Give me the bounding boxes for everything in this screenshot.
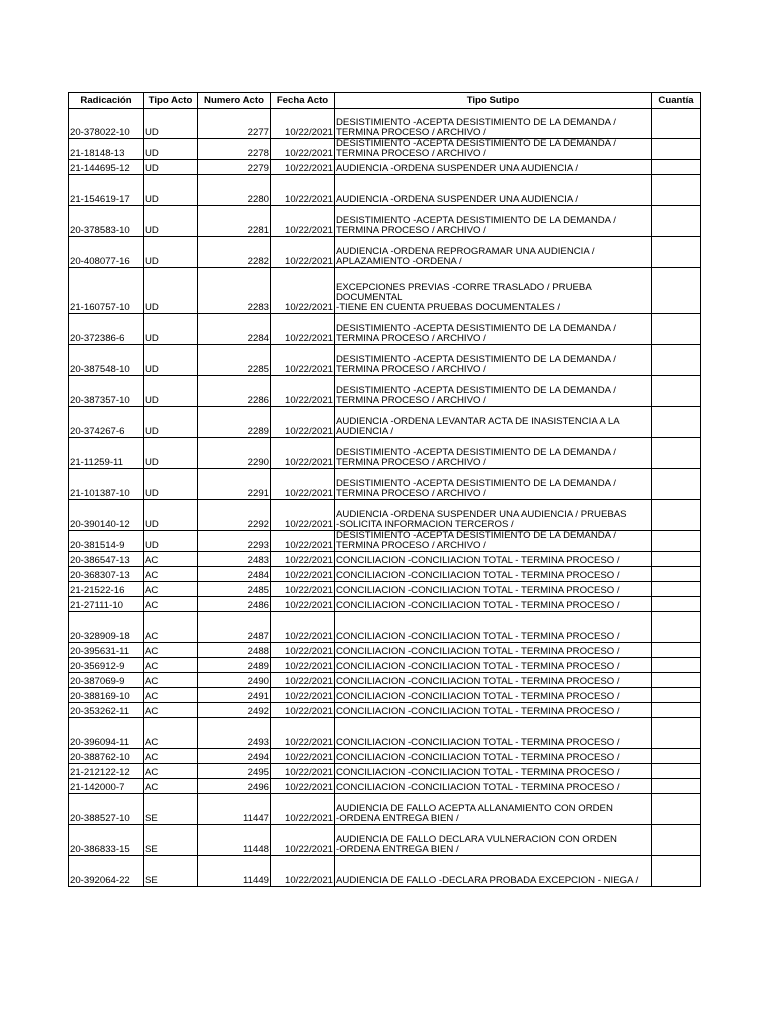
cell-fecha-acto: 10/22/2021: [271, 749, 335, 764]
cell-fecha-acto: 10/22/2021: [271, 160, 335, 175]
cell-numero-acto: 2291: [198, 469, 271, 500]
cell-fecha-acto: 10/22/2021: [271, 109, 335, 139]
cell-cuantia: [652, 779, 701, 794]
cell-tipo-acto: AC: [144, 612, 198, 643]
cell-fecha-acto: 10/22/2021: [271, 688, 335, 703]
table-row: [69, 703, 701, 718]
cell-cuantia: [652, 567, 701, 582]
cell-tipo-sutipo: CONCILIACION -CONCILIACION TOTAL - TERMINA PROCESO /: [335, 658, 652, 673]
cell-tipo-sutipo: AUDIENCIA -ORDENA SUSPENDER UNA AUDIENCIA /: [335, 160, 652, 175]
cell-cuantia: [652, 268, 701, 314]
cell-cuantia: [652, 658, 701, 673]
cell-cuantia: [652, 582, 701, 597]
cell-tipo-acto: AC: [144, 673, 198, 688]
cell-cuantia: [652, 612, 701, 643]
table-row: [69, 688, 701, 703]
cell-cuantia: [652, 688, 701, 703]
cell-radicacion: 20-386833-15: [69, 825, 144, 856]
cell-radicacion: 21-21522-16: [69, 582, 144, 597]
cell-radicacion: 20-395631-11: [69, 643, 144, 658]
cell-radicacion: 21-27111-10: [69, 597, 144, 612]
cell-tipo-sutipo: CONCILIACION -CONCILIACION TOTAL - TERMINA PROCESO /: [335, 673, 652, 688]
header-fecha-acto: Fecha Acto: [271, 93, 335, 109]
cell-numero-acto: 2278: [198, 139, 271, 160]
table-row: [69, 567, 701, 582]
cell-tipo-sutipo: DESISTIMIENTO -ACEPTA DESISTIMIENTO DE LA DEMANDA / TERMINA PROCESO / ARCHIVO /: [335, 469, 652, 500]
cell-tipo-acto: AC: [144, 658, 198, 673]
cell-cuantia: [652, 718, 701, 749]
table-row: [69, 139, 701, 160]
cell-radicacion: 20-396094-11: [69, 718, 144, 749]
table-row: [69, 345, 701, 376]
cell-numero-acto: 2484: [198, 567, 271, 582]
cell-tipo-acto: AC: [144, 567, 198, 582]
cell-numero-acto: 2483: [198, 552, 271, 567]
cell-tipo-acto: UD: [144, 469, 198, 500]
cell-numero-acto: 2289: [198, 407, 271, 438]
cell-tipo-acto: SE: [144, 825, 198, 856]
cell-tipo-acto: UD: [144, 268, 198, 314]
cell-tipo-sutipo: AUDIENCIA -ORDENA REPROGRAMAR UNA AUDIENCIA / APLAZAMIENTO -ORDENA /: [335, 237, 652, 268]
table-row: [69, 597, 701, 612]
cell-numero-acto: 2292: [198, 500, 271, 531]
cell-tipo-sutipo: DESISTIMIENTO -ACEPTA DESISTIMIENTO DE LA DEMANDA / TERMINA PROCESO / ARCHIVO /: [335, 206, 652, 237]
cell-radicacion: 20-372386-6: [69, 314, 144, 345]
cell-tipo-acto: AC: [144, 552, 198, 567]
header-numero-acto: Numero Acto: [198, 93, 271, 109]
cell-tipo-sutipo: DESISTIMIENTO -ACEPTA DESISTIMIENTO DE LA DEMANDA / TERMINA PROCESO / ARCHIVO /: [335, 438, 652, 469]
header-cuantia: Cuantía: [652, 93, 701, 109]
cell-radicacion: 20-374267-6: [69, 407, 144, 438]
cell-numero-acto: 2487: [198, 612, 271, 643]
cell-radicacion: 20-378022-10: [69, 109, 144, 139]
cell-tipo-sutipo: CONCILIACION -CONCILIACION TOTAL - TERMINA PROCESO /: [335, 597, 652, 612]
cell-fecha-acto: 10/22/2021: [271, 673, 335, 688]
cell-fecha-acto: 10/22/2021: [271, 314, 335, 345]
table-row: [69, 718, 701, 749]
table-row: [69, 658, 701, 673]
table-row: [69, 469, 701, 500]
cell-radicacion: 21-144695-12: [69, 160, 144, 175]
cell-numero-acto: 2494: [198, 749, 271, 764]
cell-tipo-sutipo: CONCILIACION -CONCILIACION TOTAL - TERMINA PROCESO /: [335, 718, 652, 749]
cell-tipo-sutipo: CONCILIACION -CONCILIACION TOTAL - TERMINA PROCESO /: [335, 552, 652, 567]
spreadsheet: [68, 92, 701, 887]
cell-numero-acto: 2285: [198, 345, 271, 376]
cell-fecha-acto: 10/22/2021: [271, 438, 335, 469]
table-row: [69, 160, 701, 175]
cell-tipo-acto: UD: [144, 237, 198, 268]
cell-cuantia: [652, 206, 701, 237]
table-row: [69, 673, 701, 688]
header-radicacion: Radicación: [69, 93, 144, 109]
table-row: [69, 438, 701, 469]
cell-tipo-acto: SE: [144, 794, 198, 825]
table-row: [69, 314, 701, 345]
cell-numero-acto: 2282: [198, 237, 271, 268]
cell-numero-acto: 2293: [198, 531, 271, 552]
cell-radicacion: 20-328909-18: [69, 612, 144, 643]
cell-radicacion: 20-353262-11: [69, 703, 144, 718]
cell-cuantia: [652, 438, 701, 469]
cell-tipo-acto: UD: [144, 109, 198, 139]
cell-numero-acto: 11449: [198, 856, 271, 887]
cell-cuantia: [652, 376, 701, 407]
table-row: [69, 856, 701, 887]
cell-cuantia: [652, 160, 701, 175]
cell-cuantia: [652, 597, 701, 612]
cell-tipo-acto: UD: [144, 314, 198, 345]
cell-numero-acto: 2486: [198, 597, 271, 612]
cell-tipo-acto: UD: [144, 500, 198, 531]
cell-cuantia: [652, 237, 701, 268]
cell-tipo-sutipo: AUDIENCIA -ORDENA LEVANTAR ACTA DE INASISTENCIA A LA AUDIENCIA /: [335, 407, 652, 438]
cell-tipo-sutipo: DESISTIMIENTO -ACEPTA DESISTIMIENTO DE LA DEMANDA / TERMINA PROCESO / ARCHIVO /: [335, 531, 652, 552]
cell-tipo-sutipo: CONCILIACION -CONCILIACION TOTAL - TERMINA PROCESO /: [335, 764, 652, 779]
table-row: [69, 764, 701, 779]
cell-radicacion: 20-388527-10: [69, 794, 144, 825]
table-row: [69, 779, 701, 794]
cell-tipo-sutipo: AUDIENCIA -ORDENA SUSPENDER UNA AUDIENCIA /: [335, 175, 652, 206]
cell-cuantia: [652, 673, 701, 688]
cell-tipo-sutipo: DESISTIMIENTO -ACEPTA DESISTIMIENTO DE LA DEMANDA / TERMINA PROCESO / ARCHIVO /: [335, 109, 652, 139]
cell-cuantia: [652, 764, 701, 779]
cell-numero-acto: 2290: [198, 438, 271, 469]
cell-radicacion: 20-388762-10: [69, 749, 144, 764]
cell-tipo-acto: UD: [144, 376, 198, 407]
cell-cuantia: [652, 469, 701, 500]
cell-cuantia: [652, 531, 701, 552]
cell-radicacion: 20-387357-10: [69, 376, 144, 407]
table-row: [69, 175, 701, 206]
cell-tipo-sutipo: CONCILIACION -CONCILIACION TOTAL - TERMINA PROCESO /: [335, 582, 652, 597]
cell-numero-acto: 2485: [198, 582, 271, 597]
cell-cuantia: [652, 552, 701, 567]
cell-radicacion: 20-356912-9: [69, 658, 144, 673]
cell-tipo-sutipo: AUDIENCIA -ORDENA SUSPENDER UNA AUDIENCIA / PRUEBAS -SOLICITA INFORMACION TERCEROS /: [335, 500, 652, 531]
cell-numero-acto: 2286: [198, 376, 271, 407]
cell-fecha-acto: 10/22/2021: [271, 718, 335, 749]
cell-tipo-acto: AC: [144, 764, 198, 779]
cell-fecha-acto: 10/22/2021: [271, 794, 335, 825]
cell-numero-acto: 11447: [198, 794, 271, 825]
cell-tipo-acto: UD: [144, 139, 198, 160]
cell-fecha-acto: 10/22/2021: [271, 237, 335, 268]
table-row: [69, 376, 701, 407]
cell-fecha-acto: 10/22/2021: [271, 206, 335, 237]
table-row: [69, 552, 701, 567]
cell-fecha-acto: 10/22/2021: [271, 643, 335, 658]
cell-fecha-acto: 10/22/2021: [271, 856, 335, 887]
cell-cuantia: [652, 794, 701, 825]
cell-tipo-sutipo: AUDIENCIA DE FALLO -DECLARA PROBADA EXCEPCION - NIEGA /: [335, 856, 652, 887]
cell-radicacion: 21-11259-11: [69, 438, 144, 469]
cell-tipo-acto: AC: [144, 749, 198, 764]
cell-cuantia: [652, 109, 701, 139]
cell-fecha-acto: 10/22/2021: [271, 612, 335, 643]
cell-numero-acto: 2488: [198, 643, 271, 658]
cell-tipo-acto: UD: [144, 160, 198, 175]
cell-fecha-acto: 10/22/2021: [271, 658, 335, 673]
cell-tipo-sutipo: AUDIENCIA DE FALLO ACEPTA ALLANAMIENTO CON ORDEN -ORDENA ENTREGA BIEN /: [335, 794, 652, 825]
cell-tipo-sutipo: CONCILIACION -CONCILIACION TOTAL - TERMINA PROCESO /: [335, 688, 652, 703]
cell-fecha-acto: 10/22/2021: [271, 531, 335, 552]
cell-fecha-acto: 10/22/2021: [271, 469, 335, 500]
cell-cuantia: [652, 345, 701, 376]
cell-tipo-sutipo: CONCILIACION -CONCILIACION TOTAL - TERMINA PROCESO /: [335, 567, 652, 582]
cell-radicacion: 20-390140-12: [69, 500, 144, 531]
cell-fecha-acto: 10/22/2021: [271, 567, 335, 582]
cell-radicacion: 21-142000-7: [69, 779, 144, 794]
cell-fecha-acto: 10/22/2021: [271, 407, 335, 438]
cell-numero-acto: 2492: [198, 703, 271, 718]
cell-tipo-acto: UD: [144, 438, 198, 469]
cell-fecha-acto: 10/22/2021: [271, 825, 335, 856]
cell-tipo-acto: UD: [144, 407, 198, 438]
cell-tipo-acto: AC: [144, 688, 198, 703]
cell-fecha-acto: 10/22/2021: [271, 268, 335, 314]
cell-cuantia: [652, 703, 701, 718]
cell-tipo-acto: SE: [144, 856, 198, 887]
cell-tipo-acto: AC: [144, 703, 198, 718]
cell-tipo-sutipo: CONCILIACION -CONCILIACION TOTAL - TERMINA PROCESO /: [335, 749, 652, 764]
cell-numero-acto: 2491: [198, 688, 271, 703]
cell-numero-acto: 2281: [198, 206, 271, 237]
cell-cuantia: [652, 825, 701, 856]
cell-tipo-acto: AC: [144, 597, 198, 612]
cell-radicacion: 20-386547-13: [69, 552, 144, 567]
cell-radicacion: 20-381514-9: [69, 531, 144, 552]
table-row: [69, 407, 701, 438]
cell-cuantia: [652, 749, 701, 764]
cell-numero-acto: 2284: [198, 314, 271, 345]
cell-tipo-sutipo: AUDIENCIA DE FALLO DECLARA VULNERACION CON ORDEN -ORDENA ENTREGA BIEN /: [335, 825, 652, 856]
table-row: [69, 109, 701, 139]
cell-numero-acto: 2493: [198, 718, 271, 749]
cell-numero-acto: 2280: [198, 175, 271, 206]
cell-fecha-acto: 10/22/2021: [271, 703, 335, 718]
table-row: [69, 643, 701, 658]
cell-cuantia: [652, 175, 701, 206]
cell-tipo-sutipo: CONCILIACION -CONCILIACION TOTAL - TERMINA PROCESO /: [335, 612, 652, 643]
cell-cuantia: [652, 856, 701, 887]
cell-radicacion: 20-368307-13: [69, 567, 144, 582]
cell-radicacion: 21-160757-10: [69, 268, 144, 314]
table-row: [69, 612, 701, 643]
cell-tipo-acto: AC: [144, 643, 198, 658]
cell-cuantia: [652, 314, 701, 345]
cell-numero-acto: 2490: [198, 673, 271, 688]
cell-numero-acto: 2277: [198, 109, 271, 139]
cell-cuantia: [652, 500, 701, 531]
cell-fecha-acto: 10/22/2021: [271, 597, 335, 612]
cell-numero-acto: 2496: [198, 779, 271, 794]
cell-radicacion: 20-392064-22: [69, 856, 144, 887]
cell-fecha-acto: 10/22/2021: [271, 552, 335, 567]
table-row: [69, 825, 701, 856]
cell-tipo-sutipo: CONCILIACION -CONCILIACION TOTAL - TERMINA PROCESO /: [335, 643, 652, 658]
cell-numero-acto: 2283: [198, 268, 271, 314]
table-row: [69, 268, 701, 314]
cell-tipo-sutipo: DESISTIMIENTO -ACEPTA DESISTIMIENTO DE LA DEMANDA / TERMINA PROCESO / ARCHIVO /: [335, 376, 652, 407]
table-row: [69, 582, 701, 597]
header-tipo-acto: Tipo Acto: [144, 93, 198, 109]
cell-fecha-acto: 10/22/2021: [271, 376, 335, 407]
header-tipo-sutipo: Tipo Sutipo: [335, 93, 652, 109]
cell-radicacion: 21-212122-12: [69, 764, 144, 779]
cell-tipo-sutipo: EXCEPCIONES PREVIAS -CORRE TRASLADO / PRUEBA DOCUMENTAL -TIENE EN CUENTA PRUEBAS DOCUMENTALES /: [335, 268, 652, 314]
cell-fecha-acto: 10/22/2021: [271, 345, 335, 376]
cell-tipo-acto: UD: [144, 531, 198, 552]
cell-fecha-acto: 10/22/2021: [271, 779, 335, 794]
cell-cuantia: [652, 407, 701, 438]
cell-tipo-sutipo: CONCILIACION -CONCILIACION TOTAL - TERMINA PROCESO /: [335, 703, 652, 718]
cell-tipo-sutipo: DESISTIMIENTO -ACEPTA DESISTIMIENTO DE LA DEMANDA / TERMINA PROCESO / ARCHIVO /: [335, 139, 652, 160]
cell-radicacion: 20-387548-10: [69, 345, 144, 376]
cell-numero-acto: 2279: [198, 160, 271, 175]
table-row: [69, 206, 701, 237]
table-row: [69, 531, 701, 552]
cell-cuantia: [652, 139, 701, 160]
cell-fecha-acto: 10/22/2021: [271, 582, 335, 597]
cell-fecha-acto: 10/22/2021: [271, 139, 335, 160]
cell-cuantia: [652, 643, 701, 658]
cell-tipo-acto: UD: [144, 345, 198, 376]
table-row: [69, 794, 701, 825]
cell-tipo-acto: UD: [144, 175, 198, 206]
table-row: [69, 237, 701, 268]
cell-tipo-sutipo: DESISTIMIENTO -ACEPTA DESISTIMIENTO DE LA DEMANDA / TERMINA PROCESO / ARCHIVO /: [335, 314, 652, 345]
cell-radicacion: 20-408077-16: [69, 237, 144, 268]
table-row: [69, 749, 701, 764]
cell-tipo-acto: AC: [144, 582, 198, 597]
cell-radicacion: 20-388169-10: [69, 688, 144, 703]
cell-radicacion: 20-387069-9: [69, 673, 144, 688]
cell-tipo-sutipo: DESISTIMIENTO -ACEPTA DESISTIMIENTO DE LA DEMANDA / TERMINA PROCESO / ARCHIVO /: [335, 345, 652, 376]
actos-table: [68, 92, 701, 887]
cell-tipo-acto: AC: [144, 718, 198, 749]
cell-tipo-sutipo: CONCILIACION -CONCILIACION TOTAL - TERMINA PROCESO /: [335, 779, 652, 794]
cell-fecha-acto: 10/22/2021: [271, 500, 335, 531]
cell-numero-acto: 11448: [198, 825, 271, 856]
cell-fecha-acto: 10/22/2021: [271, 175, 335, 206]
cell-radicacion: 20-378583-10: [69, 206, 144, 237]
cell-radicacion: 21-18148-13: [69, 139, 144, 160]
cell-radicacion: 21-154619-17: [69, 175, 144, 206]
cell-fecha-acto: 10/22/2021: [271, 764, 335, 779]
cell-radicacion: 21-101387-10: [69, 469, 144, 500]
cell-numero-acto: 2495: [198, 764, 271, 779]
cell-numero-acto: 2489: [198, 658, 271, 673]
cell-tipo-acto: AC: [144, 779, 198, 794]
header-row: [69, 93, 701, 109]
table-row: [69, 500, 701, 531]
cell-tipo-acto: UD: [144, 206, 198, 237]
